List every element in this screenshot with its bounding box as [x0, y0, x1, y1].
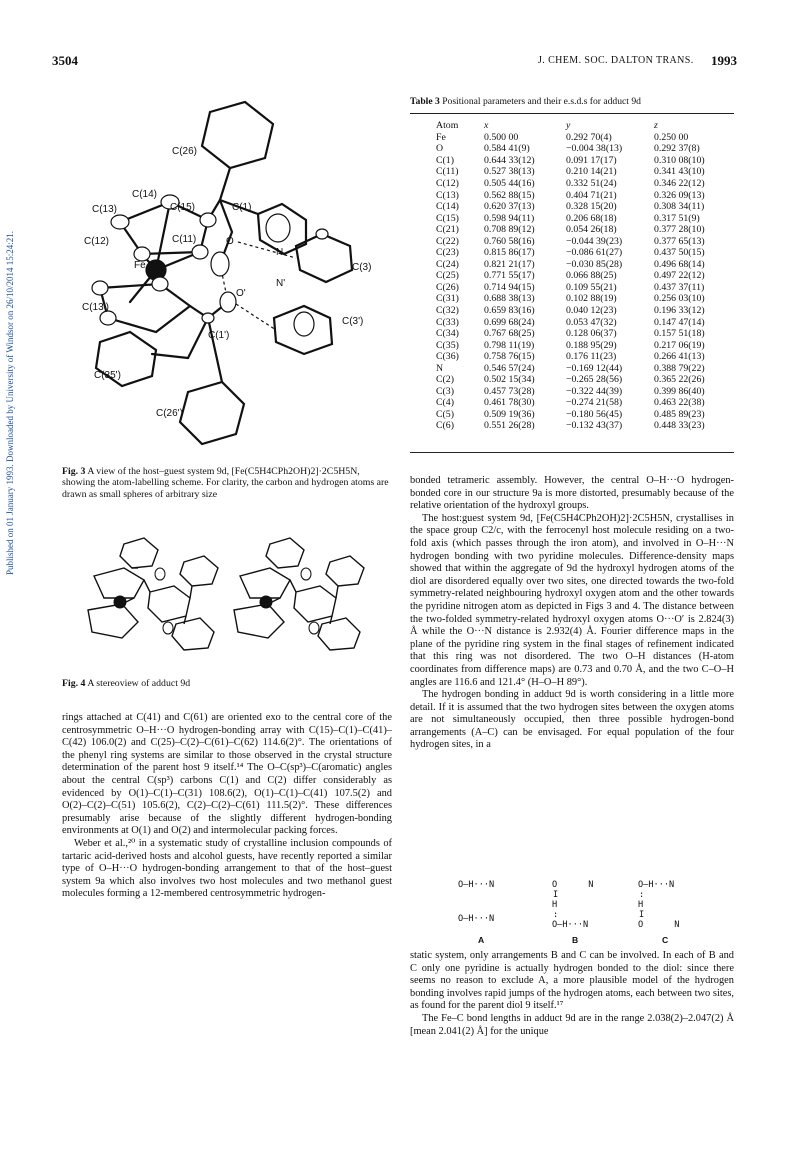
table-cell: 0.388 79(22) — [654, 362, 705, 374]
svg-text:Fe: Fe — [134, 260, 146, 271]
table-cell: C(4) — [436, 397, 454, 409]
table-cell: 0.815 86(17) — [484, 247, 535, 259]
table-row — [436, 178, 734, 190]
table-row — [436, 212, 734, 224]
svg-text:C(3'): C(3') — [342, 316, 364, 327]
scheme-c-h: H — [638, 900, 644, 910]
table-cell: 0.584 41(9) — [484, 143, 530, 155]
table-cell: −0.180 56(45) — [566, 408, 623, 420]
table-cell: 0.821 21(17) — [484, 258, 535, 270]
table-row — [436, 166, 734, 178]
table-row — [436, 143, 734, 155]
table-cell: 0.250 00 — [654, 131, 689, 143]
figure-3-caption — [62, 466, 392, 500]
svg-text:C(1'): C(1') — [208, 330, 230, 341]
table-cell: 0.365 22(26) — [654, 374, 705, 386]
table-cell: 0.317 51(9) — [654, 212, 700, 224]
right-paragraph: bonded tetrameric assembly. However, the central O–H···O hydrogen-bonded core in our structure 9a is more distorted, presumably because of the relative orientation of the hydroxyl groups. — [410, 475, 734, 512]
table-row — [436, 259, 734, 271]
table-header-row — [436, 120, 734, 132]
table-cell: 0.040 12(23) — [566, 305, 617, 317]
table-cell: 0.326 09(13) — [654, 189, 705, 201]
table-cell: C(15) — [436, 212, 459, 224]
scheme-c-bottom: O N — [638, 920, 680, 930]
svg-text:O: O — [226, 236, 234, 247]
journal-name: J. CHEM. SOC. DALTON TRANS. — [538, 55, 694, 66]
table-row — [436, 409, 734, 421]
scheme-c-label: C — [662, 935, 669, 945]
table-cell: −0.004 38(13) — [566, 143, 623, 155]
svg-text:C(13): C(13) — [92, 204, 118, 215]
table-cell: 0.767 68(25) — [484, 328, 535, 340]
positional-parameters-table — [436, 120, 734, 432]
table-cell: 0.066 88(25) — [566, 270, 617, 282]
table-row — [436, 235, 734, 247]
scheme-b-h: H — [552, 900, 558, 910]
table-cell: 0.502 15(34) — [484, 374, 535, 386]
svg-text:C(11): C(11) — [172, 234, 197, 245]
svg-text:C(26'): C(26') — [156, 408, 183, 419]
table-cell: C(26) — [436, 281, 459, 293]
table-cell: 0.188 95(29) — [566, 339, 617, 351]
table-cell: C(32) — [436, 305, 459, 317]
svg-text:C(35'): C(35') — [94, 370, 121, 381]
table-cell: −0.030 85(28) — [566, 258, 623, 270]
svg-text:C(1): C(1) — [232, 202, 252, 213]
table-cell: 0.437 37(11) — [654, 281, 705, 293]
table-cell: −0.265 28(56) — [566, 374, 623, 386]
table-cell: C(13) — [436, 189, 459, 201]
scheme-a — [458, 880, 494, 924]
table-row — [436, 316, 734, 328]
scheme-c-top: O–H···N — [638, 880, 675, 890]
table-cell: 0.644 33(12) — [484, 154, 535, 166]
table-cell: C(6) — [436, 420, 454, 432]
table-cell: 0.461 78(30) — [484, 397, 535, 409]
table-cell: 0.771 55(17) — [484, 270, 535, 282]
table-cell: 0.463 22(38) — [654, 397, 705, 409]
table-row — [436, 305, 734, 317]
table-cell: C(24) — [436, 258, 459, 270]
table-cell: C(3) — [436, 385, 454, 397]
table-3-title — [410, 96, 641, 107]
table-row — [436, 362, 734, 374]
figure-3-structure — [60, 92, 390, 470]
table-row — [436, 201, 734, 213]
table-cell: −0.169 12(44) — [566, 362, 623, 374]
table-cell: 0.091 17(17) — [566, 154, 617, 166]
svg-text:C(26): C(26) — [172, 146, 198, 157]
right-paragraph: static system, only arrangements B and C can be involved. In each of B and C only one pyridine is actually hydrogen bonded to the diol: since there seems no reason to exclude A, a more plausible model of the hydrogen bonding involves rapid jumps of the hydrogen atoms, each between two sites, as found for the parent diol 9 itself.¹⁷ — [410, 950, 734, 1012]
left-paragraph: rings attached at C(41) and C(61) are oriented exo to the central core of the centrosymmetric O–H···O hydrogen-bonding array with C(15)–C(1)–C(41)–C(42) 106.0(2) and C(25)–C(2)–C(61)–C(62) 114.6(2)°. The orientations of the phenyl ring systems are similar to those observed in the crystal structure determination of the parent host 9 itself.¹⁴ The O–C(sp³)–C(aromatic) angles about the central C(sp³) carbons C(1) and C(2) differ considerably as evidenced by O(1)–C(1)–C(31) 108.6(2), O(1)–C(1)–C(41) 107.5(2) and O(2)–C(2)–C(51) 105.6(2), C(2)–C(2)–C(61) 111.5(2)°. These differences presumably arise because of the slightly different hydrogen-bonding environments at O(1) and O(2) and intermolecular packing forces. — [62, 712, 392, 837]
scheme-b-bottom: O–H···N — [552, 920, 589, 930]
table-cell: 0.377 65(13) — [654, 235, 705, 247]
table-cell: 0.346 22(12) — [654, 178, 705, 189]
table-cell: 0.659 83(16) — [484, 305, 535, 317]
table-cell: C(21) — [436, 224, 459, 236]
table-cell: 0.708 89(12) — [484, 224, 535, 236]
table-row — [436, 189, 734, 201]
table-cell: −0.044 39(23) — [566, 235, 623, 247]
table-cell: 0.147 47(14) — [654, 316, 705, 328]
table-cell: N — [436, 362, 444, 374]
figure-4-caption-text: A stereoview of adduct 9d — [87, 678, 191, 689]
svg-text:N: N — [276, 247, 284, 258]
table-row — [436, 374, 734, 386]
table-cell: 0.206 68(18) — [566, 212, 617, 224]
table-row — [436, 328, 734, 340]
right-column-text-bottom — [410, 950, 734, 1038]
table-cell: 0.688 38(13) — [484, 293, 535, 305]
table-cell: 0.598 94(11) — [484, 212, 535, 224]
table-cell: C(1) — [436, 154, 454, 166]
table-cell: C(35) — [436, 339, 459, 351]
scheme-a-line: O–H···N — [458, 880, 495, 890]
table-cell: 0.292 37(8) — [654, 143, 700, 155]
figure-3-caption-text: A view of the host–guest system 9d, [Fe(C5H4CPh2OH)2]·2C5H5N, showing the atom-labelling scheme. For clarity, the carbon and hydrogen atoms are drawn as small spheres of arbitrary size — [62, 466, 389, 500]
table-3-label: Table 3 — [410, 96, 440, 107]
right-column-text-top — [410, 475, 734, 752]
scheme-b-top: O N — [552, 880, 594, 890]
table-cell: 0.546 57(24) — [484, 362, 535, 374]
table-cell: 0.310 08(10) — [654, 154, 705, 166]
table-cell: 0.157 51(18) — [654, 328, 705, 340]
table-cell: 0.699 68(24) — [484, 316, 535, 328]
table-cell: −0.132 43(37) — [566, 420, 623, 432]
table-cell: 0.485 89(23) — [654, 408, 705, 420]
table-cell: C(5) — [436, 408, 454, 420]
table-cell: 0.054 26(18) — [566, 224, 617, 236]
table-cell: 0.798 11(19) — [484, 339, 535, 351]
hydrogen-bond-scheme — [440, 880, 720, 945]
svg-text:C(13'): C(13') — [82, 302, 109, 313]
table-cell: 0.292 70(4) — [566, 131, 612, 143]
table-cell: 0.448 33(23) — [654, 420, 705, 432]
table-row — [436, 397, 734, 409]
table-cell: −0.086 61(27) — [566, 247, 623, 259]
svg-text:C(12): C(12) — [84, 236, 110, 247]
table-row — [436, 270, 734, 282]
table-row — [436, 282, 734, 294]
table-cell: 0.196 33(12) — [654, 305, 705, 317]
table-3-title-text: Positional parameters and their e.s.d.s for adduct 9d — [442, 96, 641, 107]
left-column-text — [62, 712, 392, 901]
table-cell: 0.551 26(28) — [484, 420, 535, 432]
table-row — [436, 339, 734, 351]
table-cell: C(33) — [436, 316, 459, 328]
figure-4-stereoview — [64, 532, 390, 662]
svg-text:C(14): C(14) — [132, 189, 158, 200]
table-cell: 0.496 68(14) — [654, 258, 705, 270]
table-cell: 0.509 19(36) — [484, 408, 535, 420]
journal-year: 1993 — [711, 53, 737, 68]
col-header: Atom — [436, 120, 459, 132]
figure-3-label: Fig. 3 — [62, 466, 86, 477]
table-row — [436, 386, 734, 398]
table-cell: Fe — [436, 131, 446, 143]
svg-text:C(3): C(3) — [352, 262, 372, 273]
table-row — [436, 132, 734, 144]
table-row — [436, 351, 734, 363]
table-cell: 0.308 34(11) — [654, 201, 705, 213]
table-cell: 0.714 94(15) — [484, 281, 535, 293]
table-cell: −0.274 21(58) — [566, 397, 623, 409]
table-cell: 0.210 14(21) — [566, 166, 617, 178]
table-cell: 0.341 43(10) — [654, 166, 705, 178]
scheme-b: O N I H : O–H···N — [552, 880, 594, 930]
table-cell: 0.377 28(10) — [654, 224, 705, 236]
page-number: 3504 — [52, 53, 78, 68]
table-cell: 0.500 00 — [484, 131, 519, 143]
svg-text:O': O' — [236, 288, 246, 299]
table-cell: 0.620 37(13) — [484, 201, 535, 213]
table-cell: C(12) — [436, 178, 459, 189]
table-cell: 0.760 58(16) — [484, 235, 535, 247]
table-cell: 0.527 38(13) — [484, 166, 535, 178]
table-cell: 0.437 50(15) — [654, 247, 705, 259]
table-cell: 0.256 03(10) — [654, 293, 705, 305]
table-cell: O — [436, 143, 444, 155]
table-cell: 0.176 11(23) — [566, 351, 617, 363]
figure-4-caption — [62, 678, 190, 689]
table-cell: −0.322 44(39) — [566, 385, 623, 397]
svg-text:N': N' — [276, 278, 286, 289]
table-cell: C(22) — [436, 235, 459, 247]
col-header: y — [566, 120, 571, 132]
table-row — [436, 293, 734, 305]
table-cell: 0.328 15(20) — [566, 201, 617, 213]
table-cell: C(2) — [436, 374, 454, 386]
table-cell: C(25) — [436, 270, 459, 282]
svg-text:C(15): C(15) — [170, 202, 196, 213]
table-cell: 0.102 88(19) — [566, 293, 617, 305]
scheme-a-label: A — [478, 935, 485, 945]
table-cell: 0.053 47(32) — [566, 316, 617, 328]
right-paragraph: The hydrogen bonding in adduct 9d is worth considering in a little more detail. If it is assumed that the two hydrogen sites between the oxygen atoms are not simultaneously occupied, then three possible hydrogen-bond arrangements (A–C) can be envisaged. For equal population of the four hydrogen sites, in a — [410, 689, 734, 751]
table-cell: 0.404 71(21) — [566, 189, 617, 201]
download-notice: Published on 01 January 1993. Downloaded by University of Windsor on 26/10/2014 15:24:21. — [5, 231, 15, 575]
table-row — [436, 247, 734, 259]
table-cell: C(31) — [436, 293, 459, 305]
table-cell: 0.128 06(37) — [566, 328, 617, 340]
table-cell: 0.562 88(15) — [484, 189, 535, 201]
table-cell: 0.266 41(13) — [654, 351, 705, 363]
col-header: x — [484, 120, 489, 132]
right-paragraph: The Fe–C bond lengths in adduct 9d are in the range 2.038(2)–2.047(2) Å [mean 2.041(2) Å] for the unique — [410, 1012, 734, 1037]
table-cell: C(23) — [436, 247, 459, 259]
table-row — [436, 420, 734, 432]
table-cell: 0.758 76(15) — [484, 351, 535, 363]
table-row — [436, 155, 734, 167]
col-header: z — [654, 120, 658, 132]
table-cell: 0.109 55(21) — [566, 281, 617, 293]
figure-4-label: Fig. 4 — [62, 678, 86, 689]
table-row — [436, 224, 734, 236]
table-cell: C(36) — [436, 351, 459, 363]
table-bottom-rule — [410, 452, 734, 453]
table-cell: 0.457 73(28) — [484, 385, 535, 397]
scheme-c: O–H···N : H I O N — [638, 880, 680, 930]
table-cell: 0.505 44(16) — [484, 178, 535, 189]
table-top-rule — [410, 113, 734, 114]
table-cell: 0.332 51(24) — [566, 178, 617, 189]
table-cell: 0.217 06(19) — [654, 339, 705, 351]
right-paragraph: The host:guest system 9d, [Fe(C5H4CPh2OH)2]·2C5H5N, crystallises in the space group C2/c, with the ferrocenyl host molecule residing on a two-fold axis (which passes through the iron atom), and involved in O–H···N hydrogen bonding with two pyridine molecules. Difference-density maps showed that within the aggregate of 9d the hydroxyl hydrogen atoms of the diol are disordered equally over two sites, one directed towards the two-fold symmetry-related neighbouring hydroxyl oxygen atom and the other towards the pyridine nitrogen atom as depicted in Figs 3 and 4. The distance between the two-folded symmetry-related hydroxyl oxygen atoms O···O′ is 2.824(3) Å while the O···N distance is 2.932(4) Å. Fourier difference maps in the plane of the pyridine ring system in the final stages of refinement indicated that this ring was not disordered. The two O–H distances (H-atom coordinates from difference maps) are 0.73 and 0.70 Å, and the two C–O–H angles are 116.6 and 121.4° (H–O–H 89°). — [410, 512, 734, 688]
table-cell: 0.497 22(12) — [654, 270, 705, 282]
table-cell: C(11) — [436, 166, 459, 178]
left-paragraph: Weber et al.,²⁰ in a systematic study of crystalline inclusion compounds of tartaric acid-derived hosts and alcohol guests, have recently reported a similar type of O–H···O hydrogen-bonding arrangement to that of the host–guest system 9a which also involves two host molecules and two methanol guest molecules forming a 12-membered centrosymmetric hydrogen- — [62, 837, 392, 900]
scheme-b-label: B — [572, 935, 579, 945]
table-cell: 0.399 86(40) — [654, 385, 705, 397]
table-cell: C(14) — [436, 201, 459, 213]
scheme-a-line: O–H···N — [458, 914, 495, 924]
table-cell: C(34) — [436, 328, 459, 340]
